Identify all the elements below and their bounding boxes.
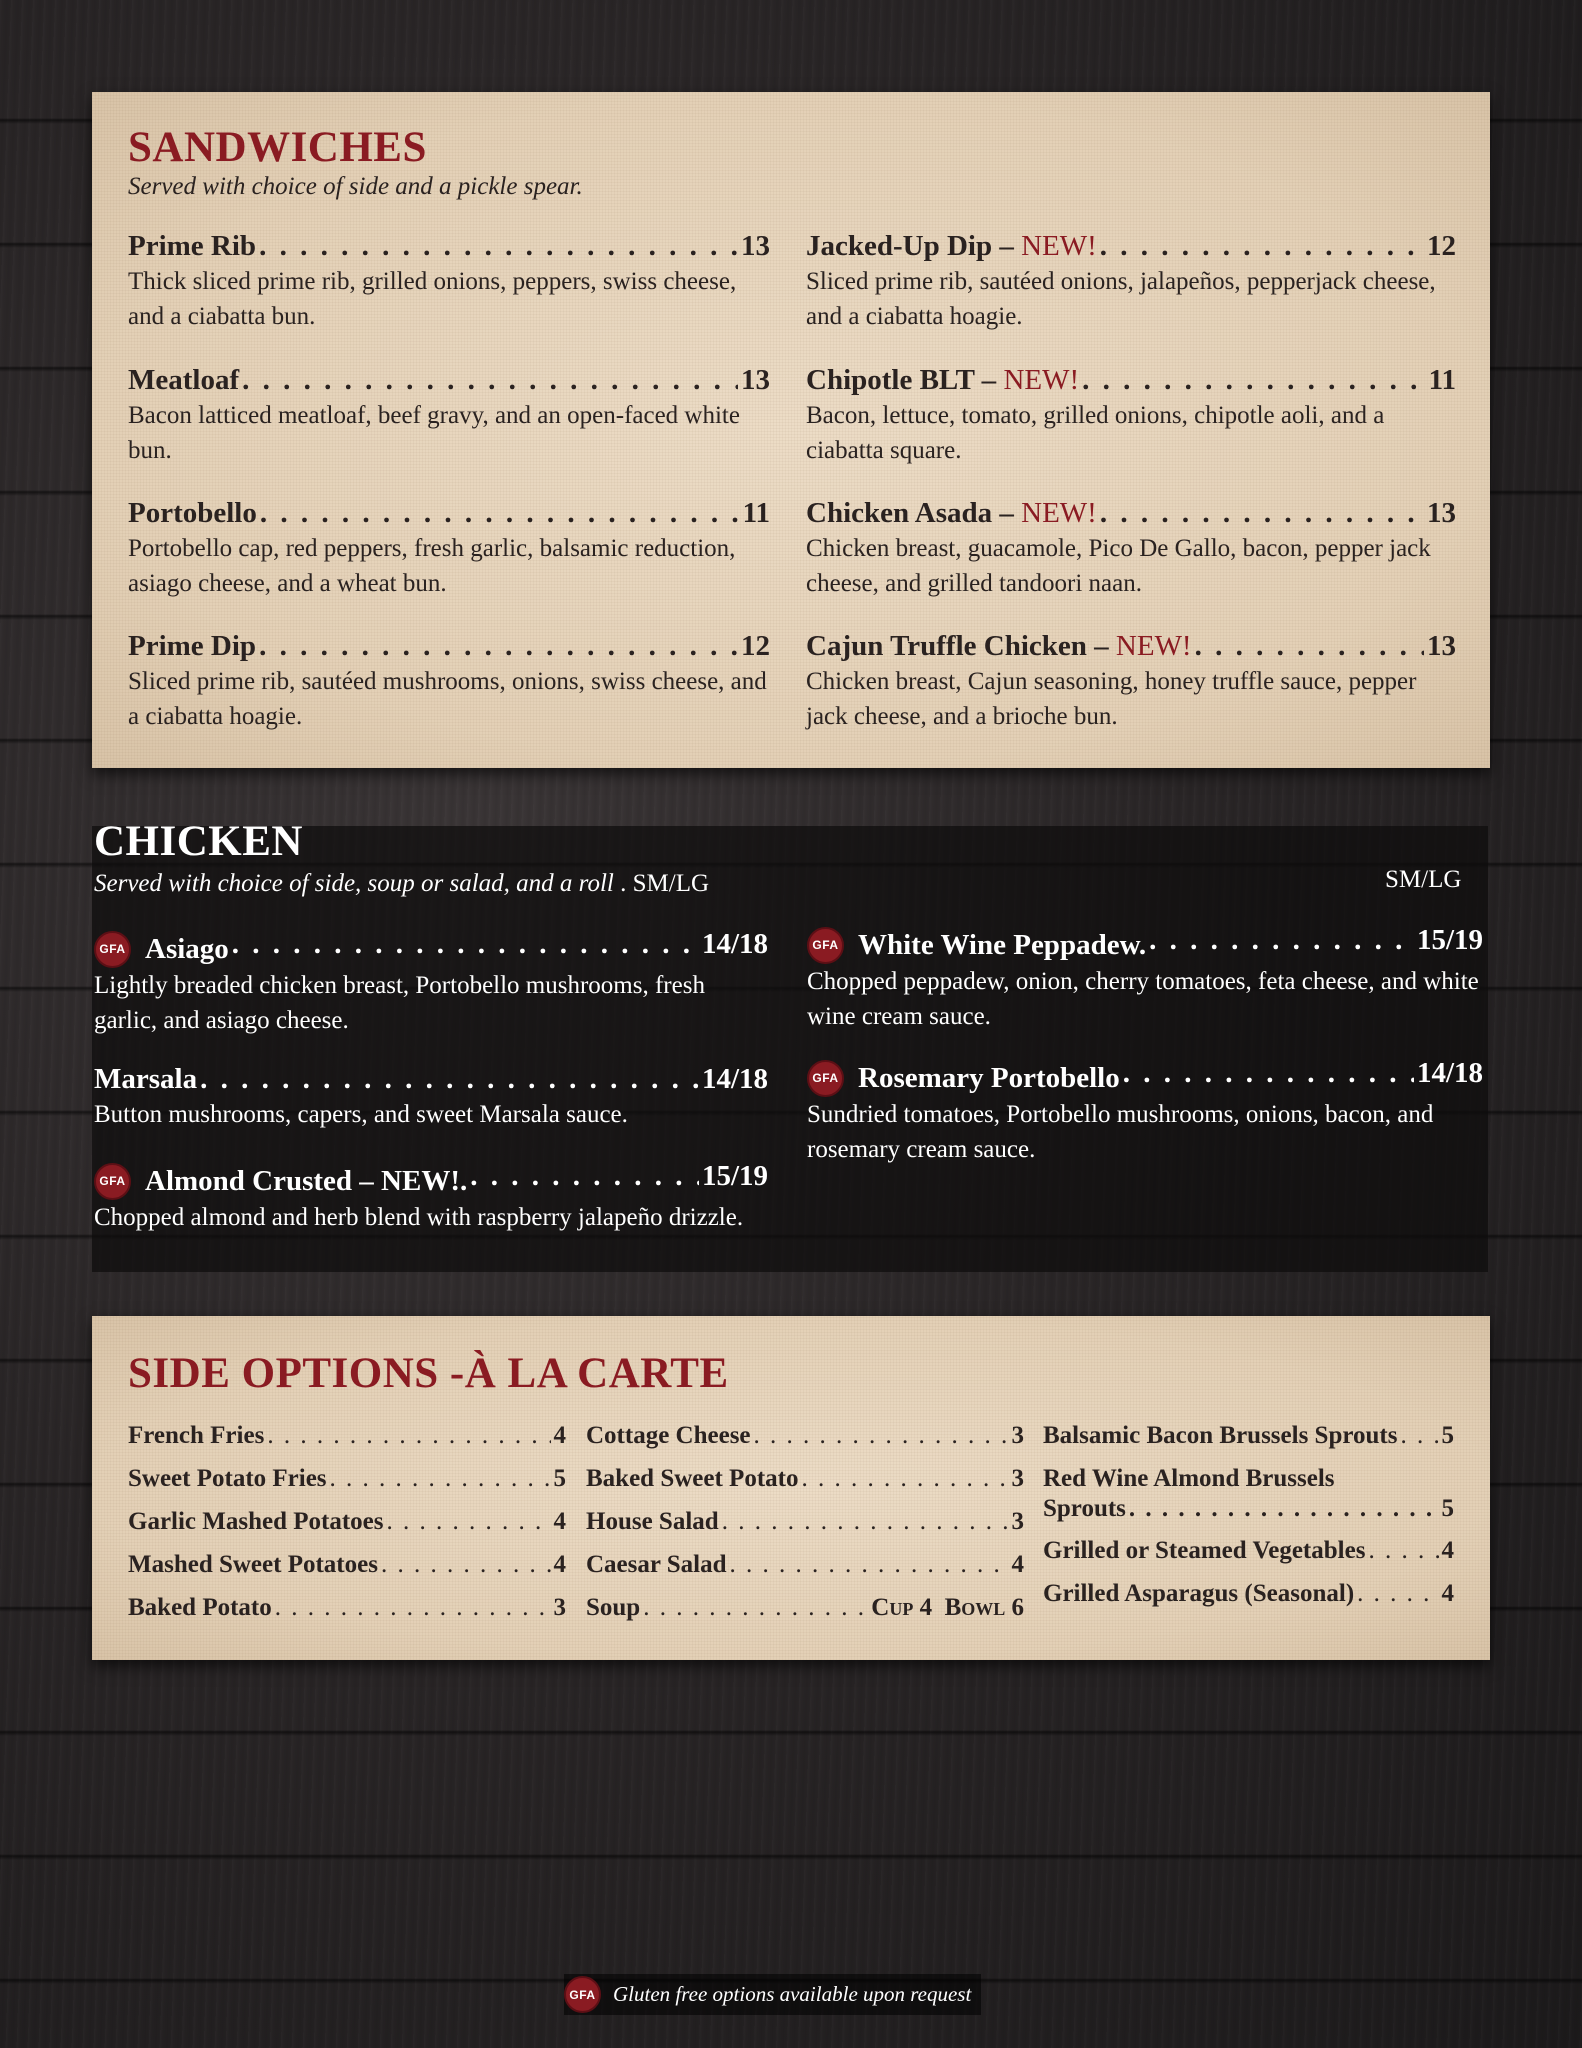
- item-price: 14/18: [1416, 1057, 1483, 1089]
- new-badge: NEW!: [1021, 497, 1097, 529]
- item-price: 12: [1427, 230, 1456, 262]
- footer-text: Gluten free options available upon request: [613, 1982, 972, 2006]
- sandwiches-panel: [92, 92, 1490, 768]
- leader-dots: [1082, 362, 1425, 398]
- sandwiches-subtitle: Served with choice of side and a pickle spear.: [128, 173, 583, 200]
- leader-dots: [1100, 228, 1424, 264]
- item-name: Almond Crusted – NEW!.: [145, 1165, 468, 1197]
- item-price: 14/18: [701, 1063, 768, 1095]
- item-description: Thick sliced prime rib, grilled onions, peppers, swiss cheese, and a ciabatta bun.: [128, 268, 737, 330]
- side-item: [1043, 1572, 1454, 1615]
- item-name: Marsala: [94, 1063, 198, 1095]
- leader-dots: [1400, 1414, 1438, 1457]
- gfa-badge-icon: GFA: [94, 1163, 131, 1200]
- leader-dots: [730, 1543, 1009, 1586]
- side-name: Red Wine Almond Brussels: [1043, 1465, 1335, 1492]
- chicken-subtitle: Served with choice of side, soup or salad, and a roll: [94, 870, 614, 897]
- gfa-badge-icon: GFA: [807, 1060, 844, 1097]
- side-price: Cup 4 Bowl 6: [871, 1594, 1024, 1621]
- menu-item-rosemary-portobello: [807, 1055, 1483, 1167]
- leader-dots: [1100, 495, 1424, 531]
- leader-dots: [260, 495, 740, 531]
- item-price: 15/19: [701, 1160, 768, 1192]
- side-name: Mashed Sweet Potatoes: [128, 1551, 378, 1578]
- leader-dots: [722, 1500, 1009, 1543]
- leader-dots: [381, 1543, 551, 1586]
- side-name-line2: Sprouts: [1043, 1495, 1126, 1522]
- menu-item-chipotle-blt: [806, 362, 1456, 468]
- side-price: 4: [553, 1422, 566, 1449]
- leader-dots: [259, 228, 738, 264]
- leader-dots: [1123, 1055, 1414, 1091]
- side-price: 4: [1441, 1537, 1454, 1564]
- side-item: [586, 1500, 1024, 1543]
- side-price: 3: [1011, 1422, 1024, 1449]
- item-name: Prime Dip: [128, 630, 257, 662]
- leader-dots: [1357, 1572, 1438, 1615]
- item-price: 12: [741, 630, 770, 662]
- side-options-panel: [92, 1316, 1490, 1660]
- item-price: 11: [1428, 364, 1456, 396]
- side-name: Grilled Asparagus (Seasonal): [1043, 1580, 1355, 1607]
- item-description: Chopped almond and herb blend with raspberry jalapeño drizzle.: [94, 1203, 744, 1231]
- item-price: 13: [741, 230, 770, 262]
- item-description: Sliced prime rib, sautéed mushrooms, onions, swiss cheese, and a ciabatta hoagie.: [128, 668, 767, 730]
- side-name: Balsamic Bacon Brussels Sprouts: [1043, 1422, 1398, 1449]
- side-price: 4: [553, 1551, 566, 1578]
- side-item: [128, 1586, 566, 1629]
- side-item: [1043, 1529, 1454, 1572]
- side-price: 5: [553, 1465, 566, 1492]
- leader-dots: [1195, 628, 1424, 664]
- new-badge: NEW!: [1021, 230, 1097, 262]
- item-price: 11: [742, 497, 770, 529]
- item-price: 14/18: [701, 928, 768, 960]
- side-item: [128, 1457, 566, 1500]
- side-price: 3: [1011, 1465, 1024, 1492]
- item-description: Sliced prime rib, sautéed onions, jalapeños, pepperjack cheese, and a ciabatta hoagie.: [806, 268, 1436, 330]
- leader-dots: [387, 1500, 551, 1543]
- item-name: Prime Rib: [128, 230, 257, 262]
- side-price: 5: [1441, 1422, 1454, 1449]
- leader-dots: [754, 1414, 1009, 1457]
- menu-item-prime-dip: [128, 628, 770, 734]
- side-name: Grilled or Steamed Vegetables: [1043, 1537, 1366, 1564]
- item-description: Bacon latticed meatloaf, beef gravy, and an open-faced white bun.: [128, 402, 740, 464]
- chicken-subtitle-row: [94, 870, 709, 898]
- leader-dots: [643, 1586, 868, 1629]
- item-name: Chicken Asada –: [806, 497, 1014, 529]
- item-name: Cajun Truffle Chicken –: [806, 630, 1109, 662]
- side-column-1: [128, 1414, 566, 1629]
- side-item: [1043, 1464, 1454, 1524]
- item-name: Chipotle BLT –: [806, 364, 997, 396]
- leader-dots: [232, 926, 699, 962]
- side-item: [586, 1457, 1024, 1500]
- item-price: 13: [1427, 497, 1456, 529]
- leader-dots: [1368, 1529, 1438, 1572]
- menu-item-cajun-truffle-chicken: [806, 628, 1456, 734]
- menu-item-almond-crusted: [94, 1158, 768, 1235]
- item-description: Lightly breaded chicken breast, Portobello mushrooms, fresh garlic, and asiago cheese.: [94, 971, 705, 1034]
- side-item: [586, 1586, 1024, 1629]
- item-description: Sundried tomatoes, Portobello mushrooms, onions, bacon, and rosemary cream sauce.: [807, 1100, 1434, 1163]
- side-price: 4: [553, 1508, 566, 1535]
- item-description: Chicken breast, Cajun seasoning, honey truffle sauce, pepper jack cheese, and a brioche bun.: [806, 668, 1417, 730]
- side-price: 4: [1011, 1551, 1024, 1578]
- side-column-2: [586, 1414, 1024, 1629]
- menu-item-meatloaf: [128, 362, 770, 468]
- side-name: French Fries: [128, 1422, 265, 1449]
- side-name: Baked Potato: [128, 1594, 272, 1621]
- leader-dots: [330, 1457, 551, 1500]
- menu-item-jacked-up-dip: [806, 228, 1456, 334]
- side-item: [128, 1500, 566, 1543]
- menu-item-white-wine-peppadew: [807, 922, 1483, 1034]
- leader-dots: [267, 1414, 550, 1457]
- gfa-badge-icon: GFA: [94, 931, 131, 968]
- leader-dots: [275, 1586, 551, 1629]
- item-name: Portobello: [128, 497, 257, 529]
- leader-dots: [470, 1158, 699, 1194]
- side-price: 3: [553, 1594, 566, 1621]
- side-item: [128, 1414, 566, 1457]
- menu-item-prime-rib: [128, 228, 770, 334]
- leader-dots: [801, 1457, 1008, 1500]
- item-description: Button mushrooms, capers, and sweet Marsala sauce.: [94, 1101, 628, 1128]
- item-price: 15/19: [1416, 924, 1483, 956]
- leader-dots: [259, 628, 738, 664]
- menu-item-marsala: [94, 1061, 768, 1132]
- side-options-title: SIDE OPTIONS -À LA CARTE: [128, 1350, 729, 1397]
- item-name: Rosemary Portobello: [858, 1062, 1120, 1094]
- size-label: . SM/LG: [620, 870, 710, 897]
- side-name: Garlic Mashed Potatoes: [128, 1508, 384, 1535]
- footer-note: [564, 1974, 981, 2015]
- leader-dots: [1149, 922, 1414, 958]
- side-item: [586, 1414, 1024, 1457]
- item-description: Portobello cap, red peppers, fresh garlic, balsamic reduction, asiago cheese, and a wheat bun.: [128, 535, 736, 597]
- size-label-right: SM/LG: [1385, 866, 1462, 893]
- menu-item-chicken-asada: [806, 495, 1456, 601]
- side-item: [128, 1543, 566, 1586]
- gfa-badge-icon: GFA: [807, 927, 844, 964]
- item-name: Jacked-Up Dip –: [806, 230, 1014, 262]
- side-name: Cottage Cheese: [586, 1422, 751, 1449]
- side-item: [586, 1543, 1024, 1586]
- side-price: 5: [1441, 1495, 1454, 1522]
- side-price: 4: [1441, 1580, 1454, 1607]
- item-price: 13: [741, 364, 770, 396]
- item-description: Chicken breast, guacamole, Pico De Gallo, bacon, pepper jack cheese, and grilled tandoori naan.: [806, 535, 1431, 597]
- leader-dots: [242, 362, 738, 398]
- side-name: Soup: [586, 1594, 641, 1621]
- gfa-badge-icon: GFA: [564, 1976, 601, 2013]
- side-price: 3: [1011, 1508, 1024, 1535]
- item-name: White Wine Peppadew.: [858, 929, 1147, 961]
- item-name: Meatloaf: [128, 364, 240, 396]
- side-name: Sweet Potato Fries: [128, 1465, 327, 1492]
- side-column-3: [1043, 1414, 1454, 1615]
- new-badge: NEW!: [1115, 630, 1192, 662]
- new-badge: NEW!: [1003, 364, 1080, 396]
- item-name: Asiago: [145, 933, 229, 965]
- side-name: Caesar Salad: [586, 1551, 727, 1578]
- item-description: Chopped peppadew, onion, cherry tomatoes, feta cheese, and white wine cream sauce.: [807, 967, 1479, 1030]
- item-price: 13: [1427, 630, 1456, 662]
- item-description: Bacon, lettuce, tomato, grilled onions, chipotle aoli, and a ciabatta square.: [806, 402, 1385, 464]
- menu-item-asiago: [94, 926, 768, 1038]
- menu-item-portobello: [128, 495, 770, 601]
- side-item: [1043, 1414, 1454, 1457]
- chicken-title: CHICKEN: [94, 818, 303, 865]
- side-name: Baked Sweet Potato: [586, 1465, 799, 1492]
- sandwiches-title: SANDWICHES: [128, 124, 427, 171]
- side-name: House Salad: [586, 1508, 719, 1535]
- leader-dots: [1129, 1494, 1439, 1524]
- leader-dots: [200, 1061, 699, 1097]
